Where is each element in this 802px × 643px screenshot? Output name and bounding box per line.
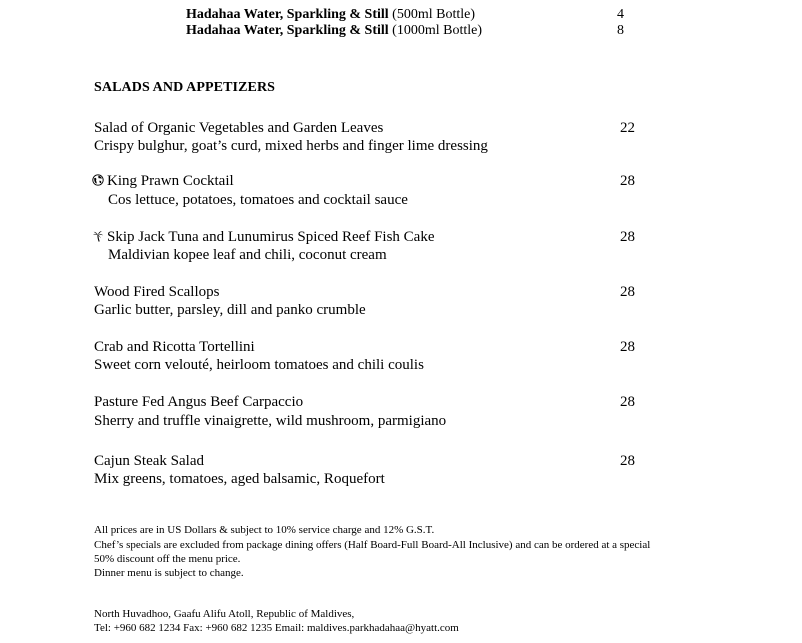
dish-description-king-prawn: Cos lettuce, potatoes, tomatoes and cocktail sauce (108, 192, 408, 208)
dish-name-skip-jack-tuna (92, 229, 434, 246)
dish-description-skip-jack-tuna: Maldivian kopee leaf and chili, coconut cream (108, 247, 387, 263)
dish-price-crab-tortellini: 28 (620, 339, 635, 355)
note-discount: 50% discount off the menu price. (94, 553, 241, 565)
dish-description-organic-salad: Crispy bulghur, goat’s curd, mixed herbs and finger lime dressing (94, 138, 488, 154)
dish-price-beef-carpaccio: 28 (620, 394, 635, 410)
dish-price-cajun-steak-salad: 28 (620, 453, 635, 469)
section-title: SALADS AND APPETIZERS (94, 80, 276, 95)
globe-icon (92, 174, 104, 186)
water-name: Hadahaa Water, Sparkling & Still (186, 7, 389, 22)
palm-tree-icon (92, 230, 104, 242)
dish-price-organic-salad: 22 (620, 120, 635, 136)
dish-price-king-prawn: 28 (620, 173, 635, 189)
dish-description-cajun-steak-salad: Mix greens, tomatoes, aged balsamic, Roquefort (94, 471, 385, 487)
note-chefs-specials: Chef’s specials are excluded from package dining offers (Half Board-Full Board-All Inclusive) and can be ordered at a special (94, 539, 651, 551)
address: North Huvadhoo, Gaafu Alifu Atoll, Republic of Maldives, (94, 608, 355, 620)
note-prices: All prices are in US Dollars & subject to 10% service charge and 12% G.S.T. (94, 524, 435, 536)
dish-name-text: King Prawn Cocktail (107, 173, 234, 189)
dish-name-crab-tortellini: Crab and Ricotta Tortellini (94, 339, 255, 355)
dish-name-king-prawn (92, 173, 234, 190)
water-item-1000ml (186, 23, 482, 39)
note-menu-change: Dinner menu is subject to change. (94, 567, 244, 579)
water-name: Hadahaa Water, Sparkling & Still (186, 23, 389, 38)
dish-name-cajun-steak-salad: Cajun Steak Salad (94, 453, 204, 469)
water-size: (1000ml Bottle) (392, 23, 482, 38)
water-price-500ml: 4 (617, 7, 624, 22)
dish-name-text: Skip Jack Tuna and Lunumirus Spiced Reef Fish Cake (107, 229, 435, 245)
dish-description-wood-fired-scallops: Garlic butter, parsley, dill and panko crumble (94, 302, 366, 318)
water-price-1000ml: 8 (617, 23, 624, 38)
water-item-500ml (186, 7, 475, 23)
water-size: (500ml Bottle) (392, 7, 475, 22)
dish-name-wood-fired-scallops: Wood Fired Scallops (94, 284, 220, 300)
dish-price-skip-jack-tuna: 28 (620, 229, 635, 245)
dish-price-wood-fired-scallops: 28 (620, 284, 635, 300)
dish-description-crab-tortellini: Sweet corn velouté, heirloom tomatoes and chili coulis (94, 357, 424, 373)
dish-name-beef-carpaccio: Pasture Fed Angus Beef Carpaccio (94, 394, 304, 410)
dish-name-organic-salad: Salad of Organic Vegetables and Garden Leaves (94, 120, 384, 136)
contact-info: Tel: +960 682 1234 Fax: +960 682 1235 Email: maldives.parkhadahaa@hyatt.com (94, 622, 459, 634)
dish-description-beef-carpaccio: Sherry and truffle vinaigrette, wild mushroom, parmigiano (94, 413, 447, 429)
